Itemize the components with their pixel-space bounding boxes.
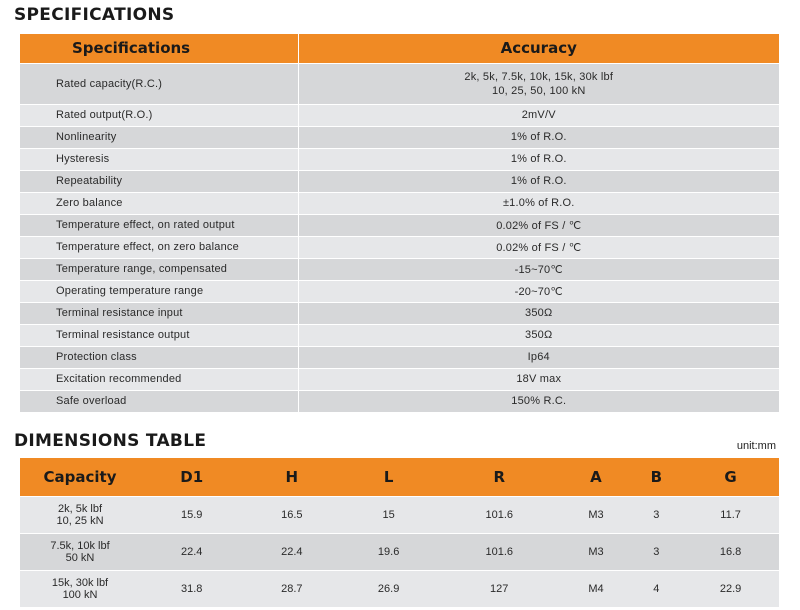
spec-value: 350Ω [298, 302, 779, 324]
spec-value: 150% R.C. [298, 390, 779, 412]
spec-row [20, 104, 779, 126]
spec-param: Excitation recommended [20, 368, 298, 390]
dim-cell-r: 101.6 [437, 496, 561, 533]
dim-header-capacity: Capacity [20, 458, 140, 496]
dim-row [20, 533, 779, 570]
dim-cell-a: M3 [561, 533, 630, 570]
spec-param: Temperature effect, on zero balance [20, 236, 298, 258]
capacity-kn: 100 kN [62, 588, 98, 601]
spec-row [20, 346, 779, 368]
spec-param: Hysteresis [20, 148, 298, 170]
dim-cell-h: 16.5 [243, 496, 340, 533]
spec-param: Temperature range, compensated [20, 258, 298, 280]
dim-capacity-cell [20, 496, 140, 533]
spec-row [20, 192, 779, 214]
spec-param: Operating temperature range [20, 280, 298, 302]
spec-value: -20~70℃ [298, 280, 779, 302]
spec-row [20, 236, 779, 258]
dim-cell-r: 101.6 [437, 533, 561, 570]
spec-param: Rated output(R.O.) [20, 104, 298, 126]
dim-cell-d1: 22.4 [140, 533, 243, 570]
spec-row [20, 170, 779, 192]
dim-cell-h: 22.4 [243, 533, 340, 570]
spec-value: 2mV/V [298, 104, 779, 126]
dim-header-d1: D1 [140, 458, 243, 496]
spec-value: 1% of R.O. [298, 148, 779, 170]
capacity-kn: 50 kN [65, 551, 95, 564]
spec-value: 350Ω [298, 324, 779, 346]
spec-row [20, 148, 779, 170]
specifications-title: SPECIFICATIONS [14, 5, 175, 25]
dim-header-g: G [682, 458, 779, 496]
dim-cell-b: 3 [630, 533, 682, 570]
spec-param: Nonlinearity [20, 126, 298, 148]
dim-cell-l: 15 [340, 496, 437, 533]
specifications-table [20, 34, 779, 412]
dim-header-h: H [243, 458, 340, 496]
dim-capacity-cell [20, 570, 140, 607]
spec-value: 1% of R.O. [298, 126, 779, 148]
dim-cell-g: 22.9 [682, 570, 779, 607]
dim-cell-b: 3 [630, 496, 682, 533]
dim-cell-g: 11.7 [682, 496, 779, 533]
spec-value: 1% of R.O. [298, 170, 779, 192]
spec-value: -15~70℃ [298, 258, 779, 280]
dim-row [20, 496, 779, 533]
spec-param: Temperature effect, on rated output [20, 214, 298, 236]
spec-header-accuracy: Accuracy [298, 34, 779, 63]
dim-header-row [20, 458, 779, 496]
spec-row [20, 390, 779, 412]
dim-cell-d1: 31.8 [140, 570, 243, 607]
dim-cell-r: 127 [437, 570, 561, 607]
spec-value: 18V max [298, 368, 779, 390]
dim-header-a: A [561, 458, 630, 496]
dimensions-table [20, 458, 779, 607]
spec-value: 0.02% of FS / ℃ [298, 236, 779, 258]
spec-row [20, 302, 779, 324]
spec-value-line: 10, 25, 50, 100 kN [492, 84, 586, 97]
spec-param: Repeatability [20, 170, 298, 192]
capacity-lbf: 15k, 30k lbf [51, 576, 109, 589]
spec-header-specifications: Specifications [20, 34, 298, 63]
spec-param: Rated capacity(R.C.) [20, 63, 298, 104]
spec-value [298, 63, 779, 104]
dim-cell-g: 16.8 [682, 533, 779, 570]
dim-cell-d1: 15.9 [140, 496, 243, 533]
dim-cell-h: 28.7 [243, 570, 340, 607]
dimensions-title: DIMENSIONS TABLE [14, 431, 207, 451]
spec-value: Ip64 [298, 346, 779, 368]
capacity-kn: 10, 25 kN [56, 514, 104, 527]
spec-param: Terminal resistance input [20, 302, 298, 324]
dim-header-l: L [340, 458, 437, 496]
dim-cell-b: 4 [630, 570, 682, 607]
dim-cell-a: M4 [561, 570, 630, 607]
capacity-lbf: 7.5k, 10k lbf [50, 539, 110, 552]
spec-header-row [20, 34, 779, 63]
spec-row [20, 368, 779, 390]
spec-value: 0.02% of FS / ℃ [298, 214, 779, 236]
spec-value: ±1.0% of R.O. [298, 192, 779, 214]
dim-cell-l: 19.6 [340, 533, 437, 570]
capacity-lbf: 2k, 5k lbf [57, 502, 103, 515]
dim-header-b: B [630, 458, 682, 496]
spec-param: Zero balance [20, 192, 298, 214]
spec-param: Terminal resistance output [20, 324, 298, 346]
dim-capacity-cell [20, 533, 140, 570]
spec-value-line: 2k, 5k, 7.5k, 10k, 15k, 30k lbf [464, 70, 614, 83]
dim-row [20, 570, 779, 607]
dim-cell-a: M3 [561, 496, 630, 533]
spec-row [20, 126, 779, 148]
spec-row [20, 258, 779, 280]
dim-header-r: R [437, 458, 561, 496]
dim-cell-l: 26.9 [340, 570, 437, 607]
spec-row [20, 324, 779, 346]
unit-label: unit:mm [736, 440, 776, 452]
spec-param: Protection class [20, 346, 298, 368]
spec-row [20, 63, 779, 104]
spec-row [20, 214, 779, 236]
spec-row [20, 280, 779, 302]
spec-param: Safe overload [20, 390, 298, 412]
